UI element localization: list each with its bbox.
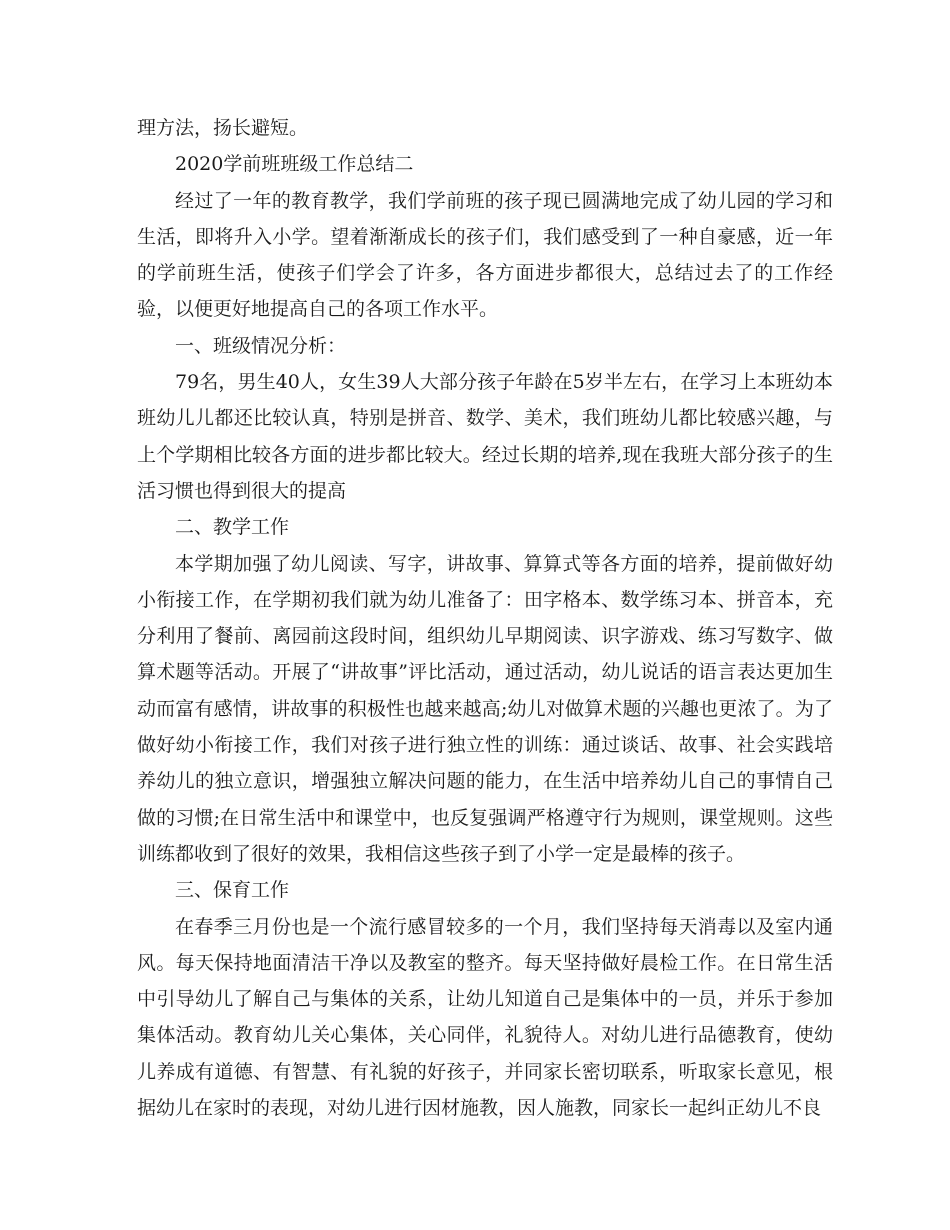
heading-care-work: 三、保育工作	[175, 879, 290, 902]
document-body	[137, 110, 833, 1126]
paragraph-continuation: 理方法，扬长避短。	[137, 117, 309, 139]
section-title: 2020学前班班级工作总结二	[175, 153, 414, 176]
paragraph-class-analysis: 79名，男生40人，女生39人大部分孩子年龄在5岁半左右，在学习上本班幼本班幼儿儿都还比较认真，特别是拼音、数学、美术，我们班幼儿都比较感兴趣，与上个学期相比较各方面的进步都比较大。经过长期的培养,现在我班大部分孩子的生活习惯也得到很大的提高	[137, 371, 833, 502]
paragraph-teaching-work: 本学期加强了幼儿阅读、写字，讲故事、算算式等各方面的培养，提前做好幼小衔接工作，在学期初我们就为幼儿准备了：田字格本、数学练习本、拼音本，充分利用了餐前、离园前这段时间，组织幼儿早期阅读、识字游戏、练习写数字、做算术题等活动。开展了“讲故事”评比活动，通过活动，幼儿说话的语言表达更加生动而富有感情，讲故事的积极性也越来越高;幼儿对做算术题的兴趣也更浓了。为了做好幼小衔接工作，我们对孩子进行独立性的训练：通过谈话、故事、社会实践培养幼儿的独立意识，增强独立解决问题的能力，在生活中培养幼儿自己的事情自己做的习惯;在日常生活中和课堂中，也反复强调严格遵守行为规则，课堂规则。这些训练都收到了很好的效果，我相信这些孩子到了小学一定是最棒的孩子。	[137, 552, 833, 865]
paragraph-care-work: 在春季三月份也是一个流行感冒较多的一个月，我们坚持每天消毒以及室内通风。每天保持地面清洁干净以及教室的整齐。每天坚持做好晨检工作。在日常生活中引导幼儿了解自己与集体的关系，让幼儿知道自己是集体中的一员，并乐于参加集体活动。教育幼儿关心集体，关心同伴，礼貌待人。对幼儿进行品德教育，使幼儿养成有道德、有智慧、有礼貌的好孩子，并同家长密切联系，听取家长意见，根据幼儿在家时的表现，对幼儿进行因材施教，因人施教，同家长一起纠正幼儿不良	[137, 915, 833, 1120]
heading-teaching-work: 二、教学工作	[175, 516, 290, 539]
paragraph-intro: 经过了一年的教育教学，我们学前班的孩子现已圆满地完成了幼儿园的学习和生活，即将升入小学。望着渐渐成长的孩子们，我们感受到了一种自豪感，近一年的学前班生活，使孩子们学会了许多，各方面进步都很大，总结过去了的工作经验，以便更好地提高自己的各项工作水平。	[137, 189, 833, 321]
heading-class-analysis: 一、班级情况分析：	[175, 334, 347, 357]
